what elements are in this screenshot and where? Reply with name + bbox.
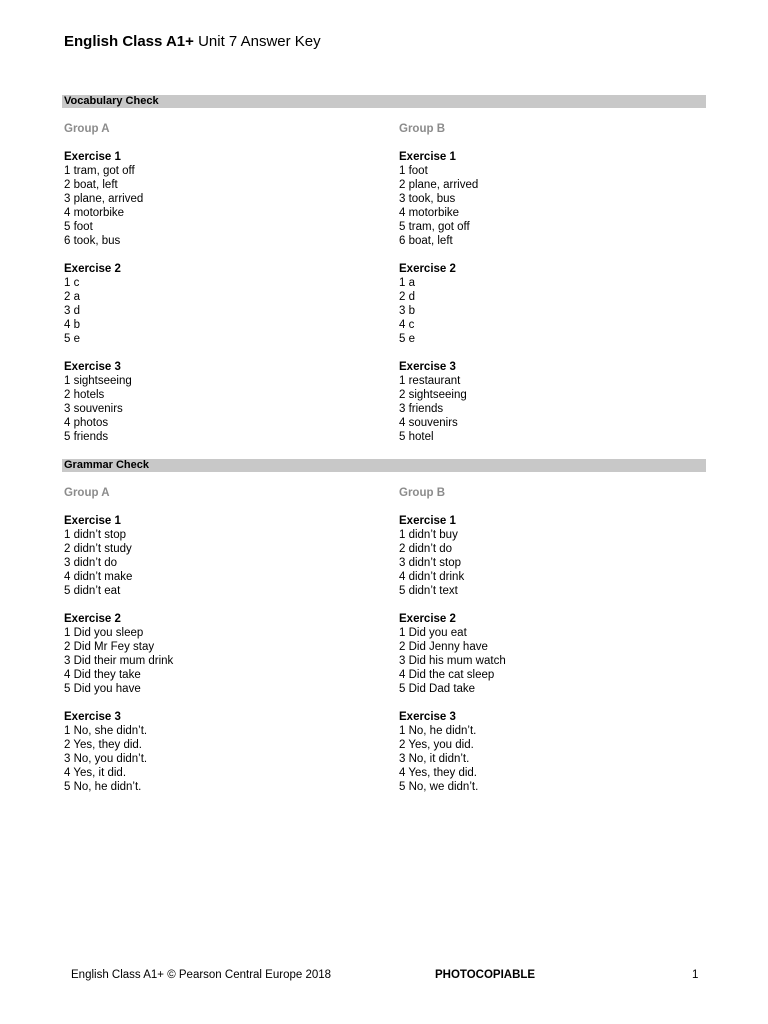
answer-item: 4 Did they take <box>64 669 141 681</box>
answer-item: 2 a <box>64 291 80 303</box>
group-label: Group A <box>64 123 110 135</box>
group-label: Group B <box>399 123 445 135</box>
exercise-title: Exercise 1 <box>399 515 456 527</box>
answer-item: 2 Yes, they did. <box>64 739 143 751</box>
answer-item: 1 c <box>64 277 80 289</box>
footer-copyright: English Class A1+ © Pearson Central Europe 2018 <box>71 969 332 981</box>
answer-item: 2 sightseeing <box>399 389 467 401</box>
exercise-block <box>399 360 699 444</box>
answer-item: 5 e <box>399 333 415 345</box>
answer-item: 5 didn’t eat <box>64 585 121 597</box>
exercise-block <box>64 710 364 794</box>
exercise-block <box>399 710 699 794</box>
vocabulary-group-a <box>64 122 364 458</box>
answer-item: 4 Yes, they did. <box>399 767 478 779</box>
answer-item: 4 c <box>399 319 415 331</box>
exercise-title: Exercise 2 <box>64 263 121 275</box>
answer-item: 2 didn’t study <box>64 543 132 555</box>
answer-item: 1 tram, got off <box>64 165 135 177</box>
answer-item: 3 b <box>399 305 415 317</box>
answer-item: 1 No, he didn’t. <box>399 725 477 737</box>
answer-item: 2 boat, left <box>64 179 118 191</box>
answer-item: 1 Did you eat <box>399 627 467 639</box>
answer-item: 4 motorbike <box>64 207 125 219</box>
answer-item: 4 didn’t make <box>64 571 133 583</box>
answer-item: 1 a <box>399 277 415 289</box>
exercise-block <box>399 514 699 598</box>
page-title <box>64 33 321 51</box>
answer-item: 5 Did Dad take <box>399 683 476 695</box>
exercise-title: Exercise 1 <box>64 151 121 163</box>
answer-item: 4 motorbike <box>399 207 460 219</box>
exercise-block <box>64 514 364 598</box>
answer-item: 2 Yes, you did. <box>399 739 474 751</box>
answer-item: 3 souvenirs <box>64 403 123 415</box>
answer-item: 6 boat, left <box>399 235 453 247</box>
exercise-title: Exercise 3 <box>399 361 456 373</box>
answer-item: 1 sightseeing <box>64 375 132 387</box>
answer-item: 3 Did his mum watch <box>399 655 506 667</box>
exercise-title: Exercise 3 <box>64 711 121 723</box>
answer-item: 1 restaurant <box>399 375 461 387</box>
answer-item: 6 took, bus <box>64 235 121 247</box>
section-heading: Grammar Check <box>62 459 706 472</box>
exercise-block <box>399 150 699 248</box>
vocabulary-group-b <box>399 122 699 458</box>
answer-item: 4 souvenirs <box>399 417 458 429</box>
answer-item: 5 Did you have <box>64 683 141 695</box>
exercise-block <box>399 612 699 696</box>
answer-item: 5 tram, got off <box>399 221 470 233</box>
answer-item: 3 Did their mum drink <box>64 655 174 667</box>
answer-item: 4 b <box>64 319 80 331</box>
answer-item: 3 didn’t stop <box>399 557 462 569</box>
section-heading: Vocabulary Check <box>62 95 706 108</box>
exercise-title: Exercise 1 <box>399 151 456 163</box>
exercise-title: Exercise 2 <box>399 263 456 275</box>
answer-item: 5 No, he didn’t. <box>64 781 142 793</box>
exercise-block <box>64 612 364 696</box>
answer-item: 5 e <box>64 333 80 345</box>
answer-item: 3 plane, arrived <box>64 193 144 205</box>
exercise-title: Exercise 2 <box>64 613 121 625</box>
answer-item: 5 No, we didn’t. <box>399 781 479 793</box>
grammar-group-b <box>399 486 699 808</box>
exercise-block <box>64 262 364 346</box>
answer-item: 4 Did the cat sleep <box>399 669 495 681</box>
answer-item: 3 friends <box>399 403 444 415</box>
exercise-block <box>64 360 364 444</box>
exercise-title: Exercise 3 <box>399 711 456 723</box>
answer-item: 1 didn’t buy <box>399 529 458 541</box>
answer-item: 1 Did you sleep <box>64 627 144 639</box>
answer-item: 5 foot <box>64 221 93 233</box>
group-label: Group B <box>399 487 445 499</box>
title-bold: English Class A1+ <box>64 33 194 50</box>
answer-item: 4 photos <box>64 417 109 429</box>
answer-item: 2 Did Mr Fey stay <box>64 641 155 653</box>
exercise-block <box>399 262 699 346</box>
exercise-title: Exercise 3 <box>64 361 121 373</box>
answer-item: 4 didn’t drink <box>399 571 465 583</box>
answer-item: 3 took, bus <box>399 193 456 205</box>
footer-photocopiable: PHOTOCOPIABLE <box>435 969 536 981</box>
answer-item: 1 foot <box>399 165 428 177</box>
group-label: Group A <box>64 487 110 499</box>
answer-item: 2 didn’t do <box>399 543 453 555</box>
answer-item: 2 d <box>399 291 415 303</box>
answer-item: 3 didn’t do <box>64 557 118 569</box>
exercise-title: Exercise 2 <box>399 613 456 625</box>
answer-item: 4 Yes, it did. <box>64 767 127 779</box>
exercise-title: Exercise 1 <box>64 515 121 527</box>
answer-item: 3 No, it didn’t. <box>399 753 470 765</box>
exercise-block <box>64 150 364 248</box>
answer-item: 1 No, she didn’t. <box>64 725 148 737</box>
answer-item: 3 d <box>64 305 80 317</box>
grammar-group-a <box>64 486 364 808</box>
answer-item: 2 hotels <box>64 389 105 401</box>
answer-item: 5 friends <box>64 431 109 443</box>
answer-item: 2 plane, arrived <box>399 179 479 191</box>
answer-item: 3 No, you didn’t. <box>64 753 148 765</box>
answer-item: 1 didn’t stop <box>64 529 127 541</box>
page-number: 1 <box>692 969 699 981</box>
title-rest: Unit 7 Answer Key <box>193 33 321 50</box>
answer-item: 2 Did Jenny have <box>399 641 488 653</box>
answer-item: 5 didn’t text <box>399 585 458 597</box>
answer-item: 5 hotel <box>399 431 434 443</box>
